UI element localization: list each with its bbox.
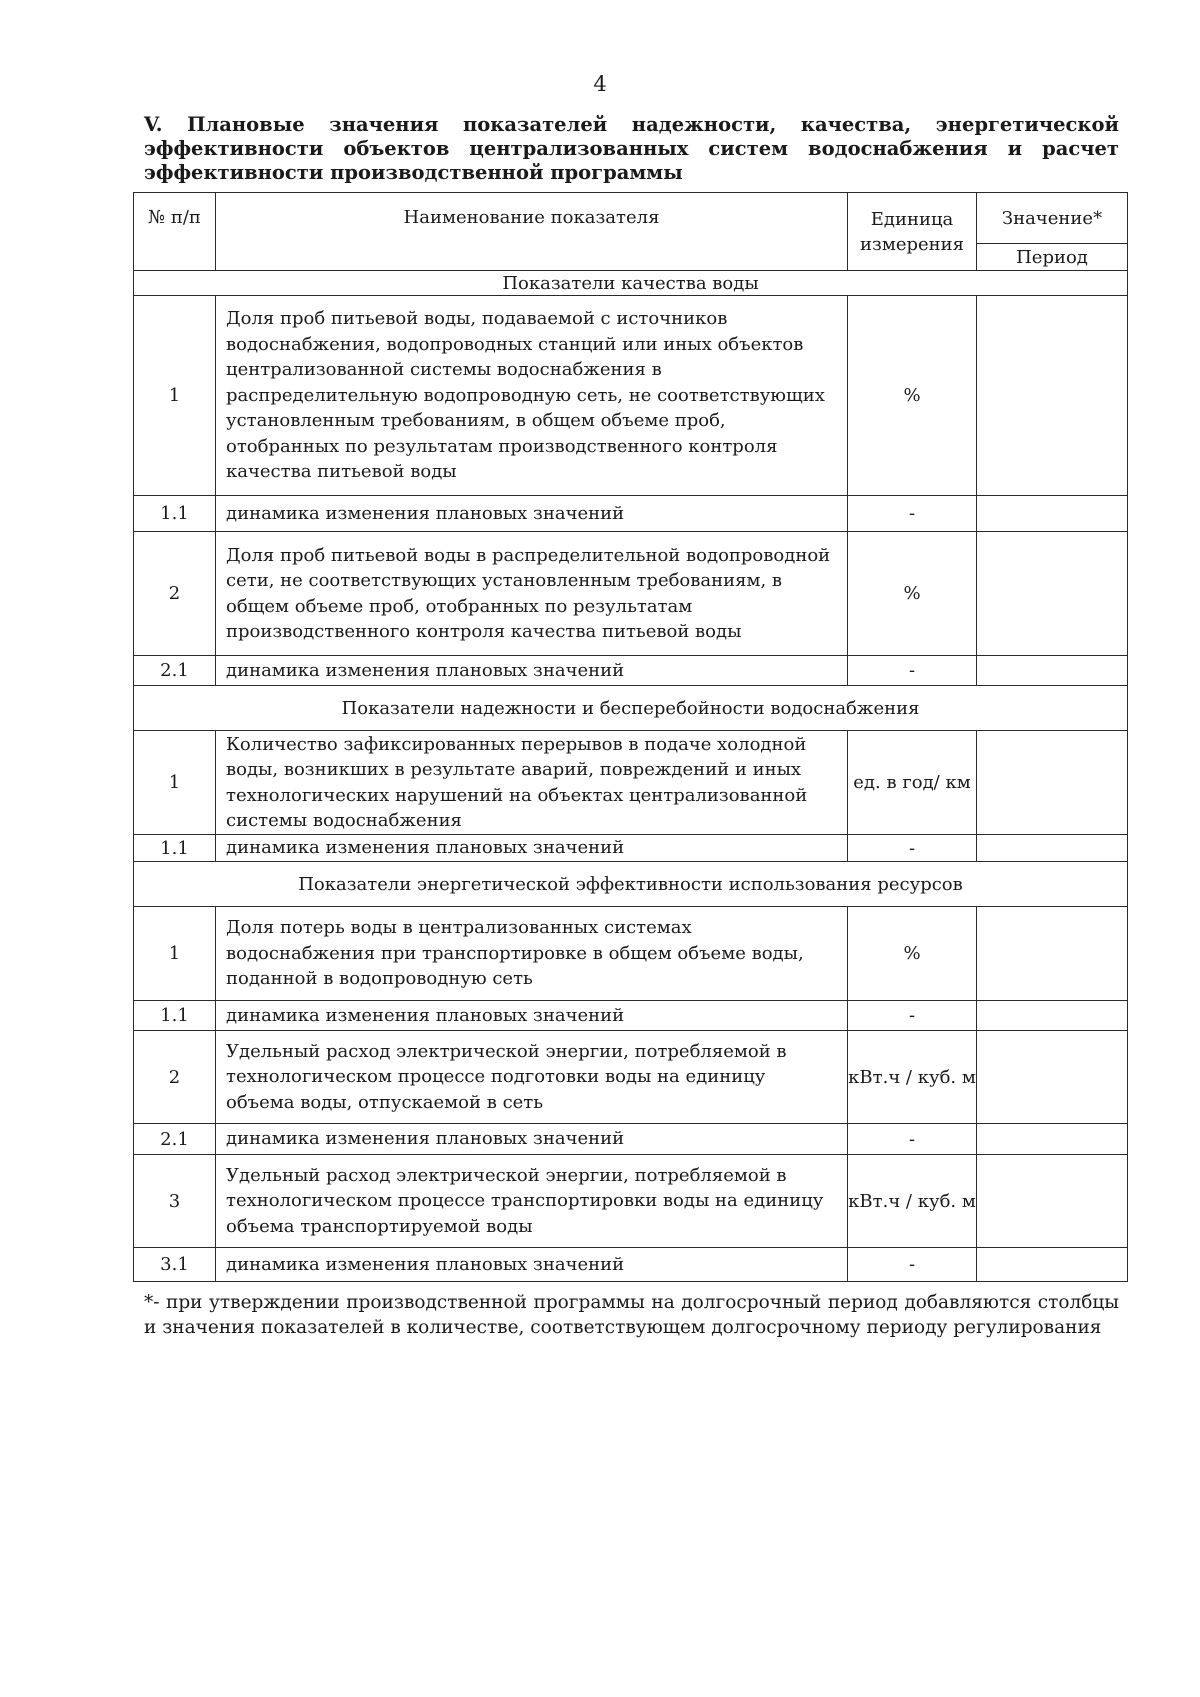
section-title: Показатели энергетической эффективности использования ресурсов [134,862,1128,907]
header-period: Период [977,244,1128,271]
header-number: № п/п [134,193,216,271]
table-row [134,835,1128,862]
row-number: 1 [134,731,216,835]
row-indicator-name: Доля проб питьевой воды в распределительной водопроводной сети, не соответствующих установленным требованиям, в общем объеме проб, отобранных по результатам производственного контроля качества питьевой воды [216,532,848,656]
table-row [134,1155,1128,1248]
row-unit: - [848,496,977,532]
row-indicator-name: Удельный расход электрической энергии, потребляемой в технологическом процессе транспортировки воды на единицу объема транспортируемой воды [216,1155,848,1248]
table-body [134,193,1128,1282]
row-indicator-name: динамика изменения плановых значений [216,1001,848,1031]
table-row [134,907,1128,1001]
footnote: *- при утверждении производственной программы на долгосрочный период добавляются столбцы и значения показателей в количестве, соответствующем долгосрочному периоду регулирования [144,1292,1119,1338]
section-title: Показатели качества воды [134,271,1128,296]
page-number: 4 [593,72,607,96]
row-number: 2 [134,532,216,656]
section-row [134,686,1128,731]
row-value [977,835,1128,862]
row-indicator-name: Доля проб питьевой воды, подаваемой с источников водоснабжения, водопроводных станций или иных объектов централизованной системы водоснабжения в распределительную водопроводную сеть, не соответствующих установленным требованиям, в общем объеме проб, отобранных по результатам производственного контроля качества питьевой воды [216,296,848,496]
section-row [134,271,1128,296]
row-value [977,907,1128,1001]
table-row [134,1001,1128,1031]
table-row [134,656,1128,686]
row-number: 3 [134,1155,216,1248]
row-unit: ед. в год/ км [848,731,977,835]
row-value [977,1001,1128,1031]
row-value [977,1124,1128,1155]
table-row [134,496,1128,532]
row-value [977,1031,1128,1124]
row-value [977,1248,1128,1282]
row-number: 1.1 [134,1001,216,1031]
row-number: 1.1 [134,496,216,532]
row-number: 2.1 [134,656,216,686]
table-row [134,1031,1128,1124]
section-row [134,862,1128,907]
row-number: 1.1 [134,835,216,862]
row-value [977,1155,1128,1248]
row-unit: - [848,1124,977,1155]
row-value [977,656,1128,686]
table-row [134,532,1128,656]
header-unit: Единица измерения [848,193,977,271]
row-number: 3.1 [134,1248,216,1282]
row-unit: % [848,296,977,496]
row-value [977,496,1128,532]
row-indicator-name: динамика изменения плановых значений [216,1248,848,1282]
row-unit: - [848,1001,977,1031]
row-number: 2.1 [134,1124,216,1155]
row-number: 2 [134,1031,216,1124]
row-indicator-name: динамика изменения плановых значений [216,835,848,862]
row-unit: кВт.ч / куб. м [848,1155,977,1248]
row-indicator-name: динамика изменения плановых значений [216,656,848,686]
row-unit: - [848,835,977,862]
row-unit: кВт.ч / куб. м [848,1031,977,1124]
table-row [134,296,1128,496]
row-number: 1 [134,296,216,496]
row-indicator-name: Количество зафиксированных перерывов в подаче холодной воды, возникших в результате аварий, повреждений и иных технологических нарушений на объектах централизованной системы водоснабжения [216,731,848,835]
row-unit: - [848,656,977,686]
row-indicator-name: Удельный расход электрической энергии, потребляемой в технологическом процессе подготовки воды на единицу объема воды, отпускаемой в сеть [216,1031,848,1124]
header-row [134,193,1128,244]
row-indicator-name: Доля потерь воды в централизованных системах водоснабжения при транспортировке в общем объеме воды, поданной в водопроводную сеть [216,907,848,1001]
table-row [134,1124,1128,1155]
row-value [977,532,1128,656]
row-unit: % [848,532,977,656]
row-number: 1 [134,907,216,1001]
section-heading: V. Плановые значения показателей надежности, качества, энергетической эффективности объектов централизованных систем водоснабжения и расчет эффективности производственной программы [144,113,1119,184]
header-value: Значение* [977,193,1128,244]
table-row [134,1248,1128,1282]
row-indicator-name: динамика изменения плановых значений [216,1124,848,1155]
row-unit: % [848,907,977,1001]
row-indicator-name: динамика изменения плановых значений [216,496,848,532]
header-name: Наименование показателя [216,193,848,271]
indicators-table [133,192,1128,1282]
row-value [977,296,1128,496]
row-value [977,731,1128,835]
table-row [134,731,1128,835]
section-title: Показатели надежности и бесперебойности водоснабжения [134,686,1128,731]
row-unit: - [848,1248,977,1282]
